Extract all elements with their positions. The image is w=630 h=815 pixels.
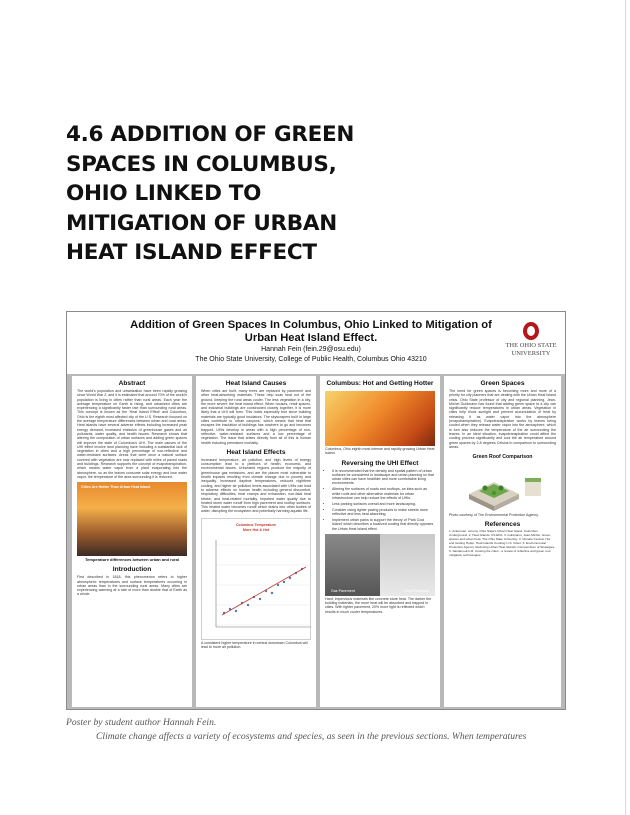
pavement-caption: Hard, impervious materials like concrete store heat. The darker the building materials, the more heat will be absorbed and trapped in cities. With lighter pavement, 20% more light is reflected which results in much cooler temperatures. xyxy=(325,596,432,614)
chart-caption: A consistent higher temperature in central downtown Columbus will lead to more air pollution. xyxy=(201,640,308,650)
reversing-item: • Altering the surfaces of roads and rooftops, an idea such as white roofs and other alternative materials for urban infrastructure can help reduce the effects of UHIs. xyxy=(332,487,435,500)
dark-pavement-panel xyxy=(325,534,380,596)
pavement-comparison-figure xyxy=(325,534,435,596)
osu-logo-line1: THE OHIO STATE xyxy=(505,342,557,349)
pavement-label-right: Cool Pavement xyxy=(404,588,429,593)
city-heat-figure xyxy=(77,482,187,556)
references-heading: References xyxy=(484,521,521,529)
green-roof-heading: Green Roof Comparison xyxy=(472,454,533,461)
poster-column-2 xyxy=(196,376,316,707)
columbus-heat-map xyxy=(325,391,435,446)
city-heat-caption: Temperature differences between urban and rural xyxy=(85,557,179,563)
columbus-hot-heading: Columbus: Hot and Getting Hotter xyxy=(326,380,434,387)
heat-island-effects-heading: Heat Island Effects xyxy=(226,448,286,456)
columbus-map-caption: Columbus, Ohio eighth most intense and rapidly growing Urban Heat Island. xyxy=(325,447,435,456)
green-roof-illustration xyxy=(449,464,556,512)
poster-column-4 xyxy=(444,376,561,707)
poster-column-1 xyxy=(72,376,192,707)
reversing-heading: Reversing the UHI Effect xyxy=(341,459,419,467)
green-roof-figure xyxy=(449,464,556,512)
introduction-text: First described in 1818, this phenomenon refers to higher atmospheric temperatures and surface temperatures occurring in urban areas than in the surrounding rural areas. Many cities are experiencing warming at a rate of more than double that of Earth as a whole. xyxy=(77,575,187,597)
body-paragraph-start: Climate change affects a variety of ecosystems and species, as seen in the previous sections. When temperatures xyxy=(96,731,527,742)
references-text: 1. Ackerman, Jeremy. Ohio State's Urban Heat Island. Columbus Underground. 2. Heat Islands. US EPA. 3. Guldmann, Jean-Michel. Green spaces and urban heat. The Ohio State University. 4. Climate Central. Hot and Getting Hotter: Heat Islands Cooking U.S. Cities. 5. Environmental Protection Agency. Reducing Urban Heat Islands: Compendium of Strategies. 6. Santamouris M. Cooling the cities - a review of reflective and green roof mitigation technologies. xyxy=(449,529,556,557)
reversing-list xyxy=(320,469,440,531)
abstract-text: The world's population and urbanization have been rapidly growing since World War 2, and it is estimated that around 70% of the world's population is living in cities rather than rural areas. Each year the average temperature on Earth is rising, and urbanized cities are experiencing a significantly faster rate than surrounding rural areas. This concept is known as the 'Heat Island Effect' and Columbus, Ohio is the eighth most affected city of the U.S. Research focused on the average temperature differences between urban and rural areas. Heat islands have several adverse effects including increased peak energy demand, increased emission of greenhouse gases and air pollutants, water quality, and health issues. Research shows that altering the composition of urban surfaces and adding green spaces will improve the state of Columbus's UHI. The main causes of the UHI effect involve land planning have including a substantial lack of vegetation in cities and a high percentage of non-reflective and water-resistant surfaces. Areas that were once a natural surface covered with vegetation are now replaced with miles of paved roads and buildings. Research supports the concept of evapotranspiration, which means water vapor from a plant evaporating into the atmosphere, so as the leaves consume solar energy and lose water vapor, the temperature of the area surrounding it is reduced. xyxy=(77,389,187,479)
poster-image xyxy=(66,311,566,710)
osu-logo xyxy=(503,322,559,366)
green-roof-caption: Photo courtesy of The Environmental Protection Agency. xyxy=(449,513,539,518)
chart-title-line2: More Hot & Hot xyxy=(242,527,270,532)
chart-title-line1: Columbus Temperature xyxy=(235,522,277,527)
heat-island-effects-text: Increased temperature, air pollution, and high levels of energy consumption lead to a plethora of health, economic, and environmental issues. Urbanized regions produce the majority of greenhouse gas emissions, and are the places most vulnerable to health impacts resulting from climate change due to poverty and inequality. Increased daytime temperatures, reduced nighttime cooling, and higher air pollution levels associated with UHIs can lead to adverse effects on human health including general discomfort, respiratory difficulties, heat cramps and exhaustion, non-fatal heat stroke, and heat-related mortality. Impaired water quality due to heated storm water runoff from high pavement and rooftop surfaces. This heated water becomes runoff which drains into other bodies of water, disrupting the ecosystem and potentially harming aquatic life. xyxy=(201,457,311,514)
osu-logo-line2: UNIVERSITY xyxy=(511,350,551,357)
poster-affiliation: The Ohio State University, College of Public Health, Columbus Ohio 43210 xyxy=(195,356,427,363)
chart-plot xyxy=(206,535,314,635)
reversing-item: • Less parking surfaces overall and more landscaping. xyxy=(332,502,435,506)
poster-title: Addition of Green Spaces In Columbus, Ohio Linked to Mitigation of Urban Heat Island Effect. xyxy=(130,319,492,344)
green-spaces-heading: Green Spaces xyxy=(480,380,525,387)
block-o-icon xyxy=(523,322,539,340)
columbus-temperature-chart xyxy=(201,518,311,640)
poster-credit: Poster by student author Hannah Fein. xyxy=(66,717,217,728)
pavement-label-left: Gas Pavement xyxy=(331,588,355,593)
heat-island-causes-text: When cities are built, many trees are replaced by pavement and other heat-absorbing materials. These help soak heat out of the ground, keeping the rural areas cooler. The less vegetation in a city, the more severe the heat island effect. When houses, retail spaces, and industrial buildings are constructed closely together, it is more likely that a UHI will form. This holds especially true since building materials are typically good insulators. The skyscrapers built in large cities contribute to 'urban canyons', which means that heat that escapes the insulation of buildings has nowhere to go and becomes trapped. UHIs develop in areas with a high percentage of non-reflective, water-resistant surfaces and a low percentage of vegetation. The issue that arises directly from all of this is human health including premature mortality. xyxy=(201,389,311,445)
city-heat-figure-label: Cities Are Hotter Than Urban Heat Island xyxy=(81,485,151,490)
poster-column-3 xyxy=(320,376,440,707)
poster-author: Hannah Fein (fein.29@osu.edu) xyxy=(261,346,361,353)
green-spaces-text: The need for green spaces is becoming more and more of a priority for city planners that are dealing with the Urban Heat Island crisis. Ohio State professor of city and regional planning, Jean-Michel Guldmann has found that adding green space to a city can significantly reduce temperatures in urban areas. Vegetation in cities help block sunlight and prevent accumulation of heat by releasing it as water vapor into the atmosphere (evapotranspiration). Evapotranspiration works by leaves being cooled when they release water vapor into the atmosphere, which in turn also reduces the temperature of the air surrounding the leaves. In an ideal situation, evapotranspiration could affect the cooling process significantly and cool the air temperature around green spaces by 2-8 degrees Celsius in comparison to surrounding areas. xyxy=(449,389,556,449)
cool-pavement-panel xyxy=(380,534,435,596)
reversing-item: • Consider using lighter paving products to make streets more reflective and less heat absorbing. xyxy=(332,508,435,517)
reversing-item: • It is recommended that the density and spatial pattern of urban surfaces be considered in landscape and urban planning so that urban cities can have healthier and more comfortable living environments. xyxy=(332,469,435,486)
poster-header xyxy=(67,312,565,374)
page-edge-line xyxy=(625,0,626,815)
abstract-heading: Abstract xyxy=(118,380,146,387)
introduction-heading: Introduction xyxy=(112,566,152,574)
section-title: 4.6 ADDITION OF GREEN SPACES IN COLUMBUS, OHIO LINKED TO MITIGATION OF URBAN HEAT ISLAND EFFECT xyxy=(66,122,355,266)
heat-island-causes-heading: Heat Island Causes xyxy=(225,380,287,387)
reversing-item: • Implement urban parks to support the theory of 'Park Cool Island' which describes a localized cooling that directly opposes the Urban Heat Island effect. xyxy=(332,518,435,531)
